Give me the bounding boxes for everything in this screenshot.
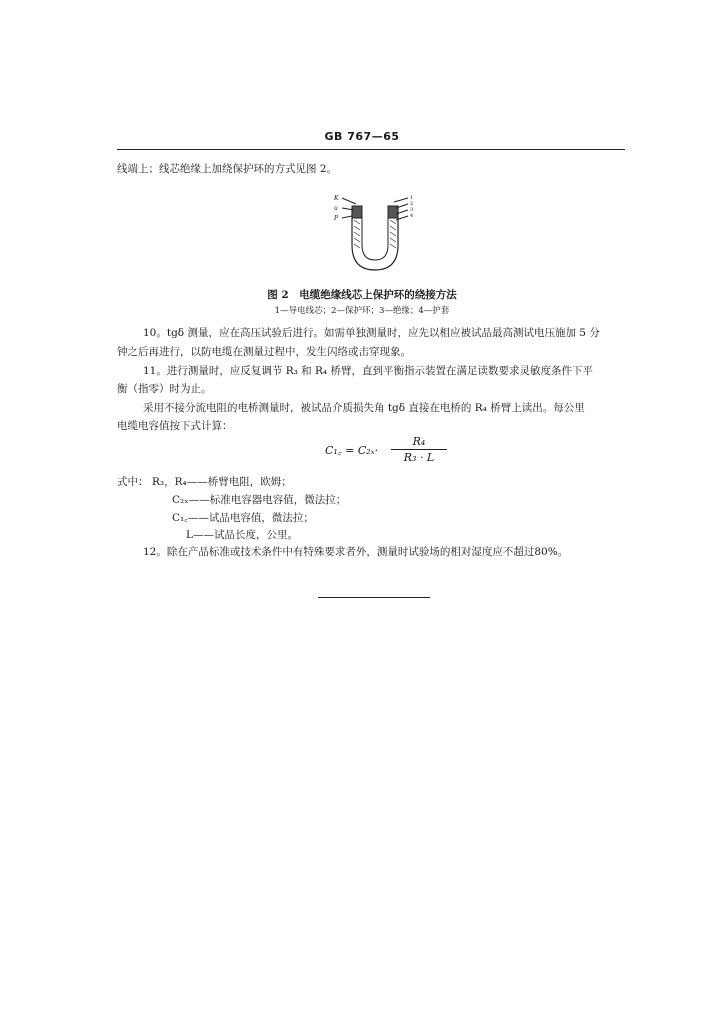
paragraph-11-line-2: 衡（指零）时为止。: [117, 383, 212, 395]
header-rule: [117, 149, 625, 150]
cable-diagram: [330, 190, 420, 280]
fig-label-1: 1: [410, 195, 414, 201]
paragraph-12: 12。除在产品标准或技术条件中有特殊要求者外，测量时试验场的相对湿度应不超过80%。: [143, 546, 569, 558]
formula-lhs: C₁꜀ = C₂ₓ·: [325, 444, 379, 457]
formula-numerator: R₄: [412, 435, 426, 448]
intro-line: 线端上；线芯绝缘上加绕保护环的方式见图 2。: [117, 163, 338, 175]
definition-c1c: C₁꜀——试品电容值，微法拉；: [172, 512, 314, 524]
definition-l: L——试品长度，公里。: [186, 529, 298, 541]
formula-denominator: R₃ · L: [403, 451, 435, 464]
fig-label-u: u: [334, 205, 338, 212]
paragraph-11-line-1: 11。进行测量时，应反复调节 R₃ 和 R₄ 桥臂，直到平衡指示装置在满足读数要求灵敏度条件下平: [143, 365, 593, 377]
end-rule: [318, 597, 430, 598]
formula-fraction-bar: [391, 449, 447, 450]
figure-caption: 图 2 电缆绝缘线芯上保护环的绕接方法: [267, 289, 457, 301]
definitions-lead: 式中：: [117, 476, 149, 488]
definition-c2x: C₂ₓ——标准电容器电容值，微法拉；: [172, 494, 347, 506]
page-header: GB 767—65: [324, 130, 400, 143]
fig-label-4: 4: [410, 213, 414, 219]
definition-r3-r4: R₃，R₄——桥臂电阻，欧姆；: [152, 476, 292, 488]
paragraph-10-line-2: 钟之后再进行，以防电缆在测量过程中，发生闪络或击穿现象。: [117, 346, 411, 358]
fig-label-2: 2: [410, 201, 414, 207]
capacitance-formula: [325, 435, 455, 465]
fig-label-p: P: [334, 215, 339, 222]
figure-legend: 1—导电线芯；2—保护环；3—绝缘；4—护套: [274, 306, 450, 316]
paragraph-bridge-line-2: 电缆电容值按下式计算：: [117, 420, 233, 432]
fig-label-3: 3: [410, 207, 414, 213]
fig-label-k: K: [334, 195, 339, 202]
paragraph-10-line-1: 10。tgδ 测量，应在高压试验后进行。如需单独测量时，应先以相应被试品最高测试电压施加 5 分: [143, 327, 600, 339]
paragraph-bridge-line-1: 采用不接分流电阻的电桥测量时，被试品介质损失角 tgδ 直接在电桥的 R₄ 桥臂上读出。每公里: [143, 402, 585, 414]
